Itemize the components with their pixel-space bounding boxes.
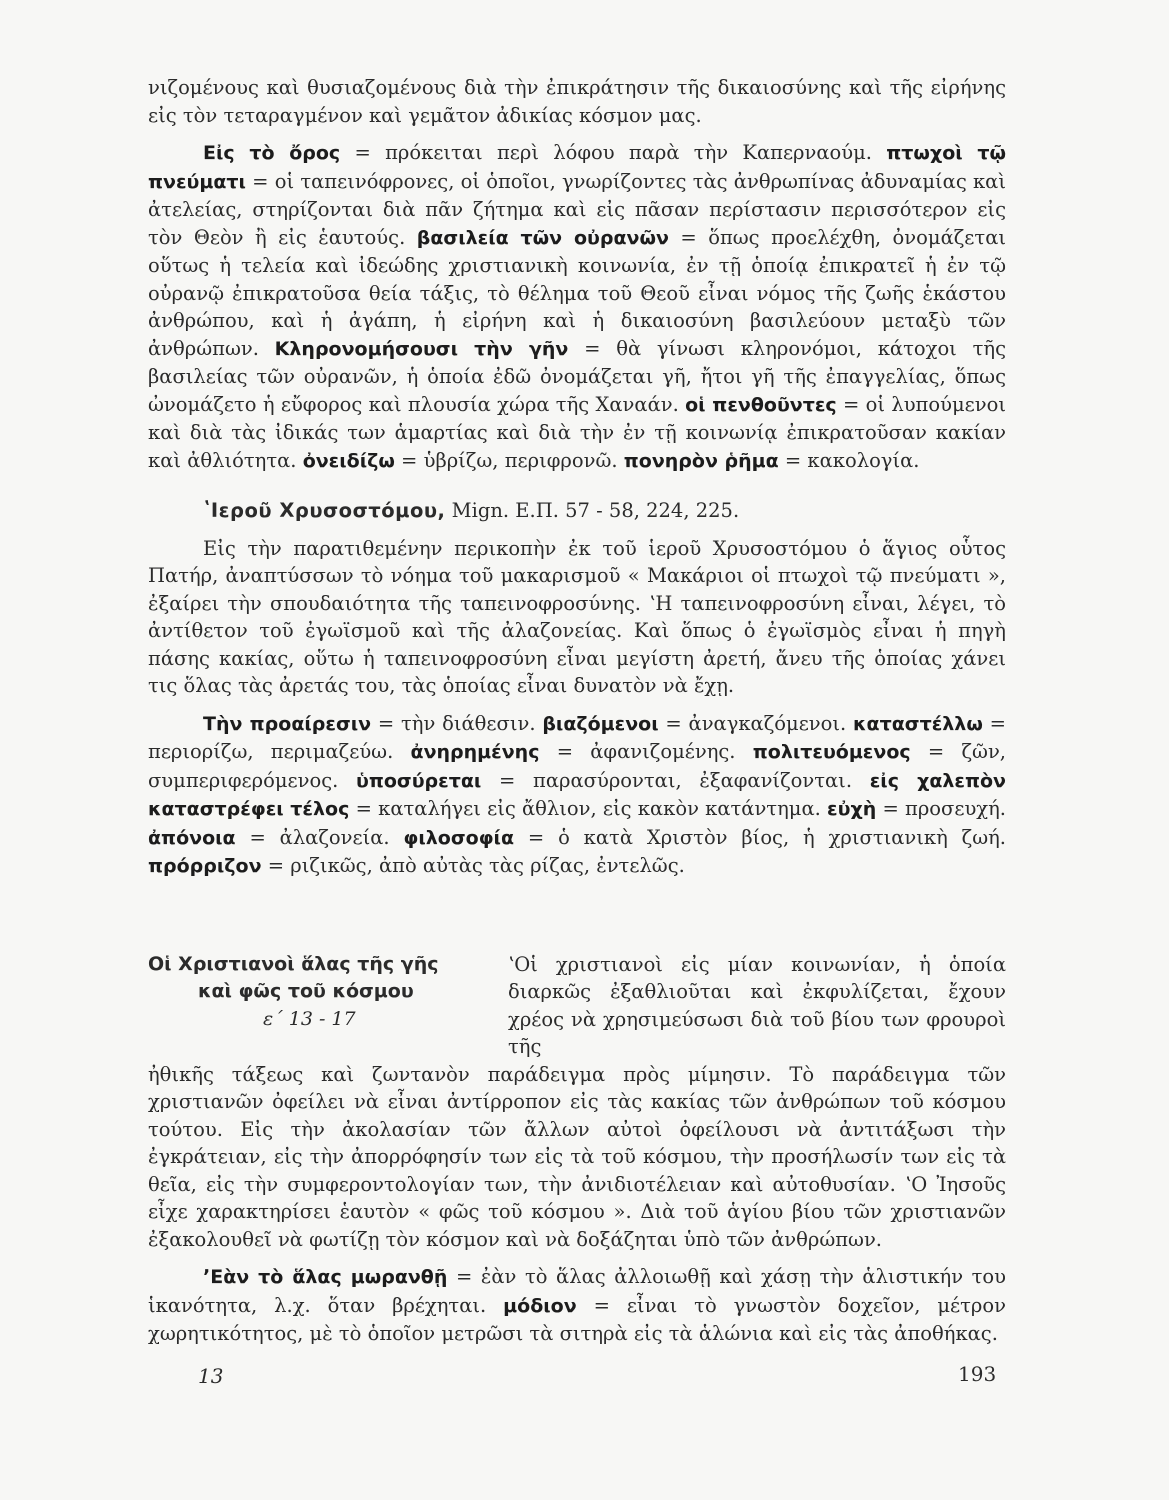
- term: μόδιον: [503, 1294, 577, 1317]
- gloss: = εἶναι τὸ γνωστὸν δοχεῖον, μέτρον χωρητικότητος, μὲ τὸ ὁποῖον μετρῶσι τὰ σιτηρὰ εἰς τὰ ἁλώνια καὶ εἰς τὰς ἀποθήκας.: [148, 1293, 1006, 1345]
- gloss: = ἀλαζονεία.: [235, 825, 404, 849]
- gloss: = ὁ κατὰ Χριστὸν βίος, ἡ χριστιανικὴ ζωή.: [514, 825, 1006, 849]
- term: βασιλεία τῶν οὐρανῶν: [416, 226, 669, 249]
- gloss: = ἀφανιζομένης.: [539, 740, 753, 763]
- gloss: = τὴν διάθεσιν.: [371, 711, 543, 735]
- paragraph-intro: [148, 74, 1006, 129]
- term: Εἰς τὸ ὄρος: [203, 142, 341, 164]
- section-title-line-1: Οἱ Χριστιανοὶ ἅλας τῆς γῆς: [148, 952, 439, 975]
- section-body: ἠθικῆς τάξεως καὶ ζωντανὸν παράδειγμα πρὸς μίμησιν. Τὸ παράδειγμα τῶν χριστιανῶν ὀφείλει νὰ εἶναι ἀντίρροπον εἰς τὰς κακίας τῶν ἀνθρώπων τοῦ κόσμου τούτου. Εἰς τὴν ἀκολασίαν τῶν ἄλλων αὐτοὶ ὀφείλουσι νὰ ἀντιτάξωσι τὴν ἐγκράτειαν, εἰς τὴν ἀπορρόφησίν των εἰς τὰ τοῦ κόσμου, τὴν προσήλωσίν των εἰς τὰ θεῖα, εἰς τὴν συμφεροντολογίαν των, τὴν ἀνιδιοτέλειαν καὶ αὐτοθυσίαν. ʽΟ Ἰησοῦς εἶχε χαρακτηρίσει ἑαυτὸν « φῶς τοῦ κόσμου ». Διὰ τοῦ ἁγίου βίου τῶν χριστιανῶν ἐξακολουθεῖ νὰ φωτίζῃ τὸν κόσμον καὶ νὰ δοξάζηται ὑπὸ τῶν ἀνθρώπων.: [148, 1062, 1006, 1251]
- gloss: = καταλήγει εἰς ἄθλιον, εἰς κακὸν κατάντημα.: [349, 797, 828, 820]
- gloss: = παρασύρονται, ἐξαφανίζονται.: [481, 768, 870, 792]
- term: εἰς χαλεπὸν καταστρέφει τέλος: [148, 769, 1006, 820]
- section-intro-text: ʽΟἱ χριστιανοὶ εἰς μίαν κοινωνίαν, ἡ ὁποία διαρκῶς ἐξαθλιοῦται καὶ ἐκφυλίζεται, ἔχουν χρέος νὰ χρησιμεύσωσι διὰ τοῦ βίου των φρουροὶ τῆς: [508, 952, 1006, 1058]
- term: πτωχοὶ τῷ πνεύματι: [148, 142, 1006, 193]
- term: πονηρὸν ῥῆμα: [623, 449, 779, 472]
- page-number: 193: [958, 1362, 997, 1386]
- paragraph-glossary-3: [148, 1263, 1006, 1348]
- page-body: [148, 74, 1006, 1348]
- text: Εἰς τὴν παρατιθεμένην περικοπὴν ἐκ τοῦ ἱεροῦ Χρυσοστόμου ὁ ἅγιος οὗτος Πατήρ, ἀναπτύσσων τὸ νόημα τοῦ μακαρισμοῦ « Μακάριοι οἱ πτωχοὶ τῷ πνεύματι », ἐξαίρει τὴν σπουδαιότητα τῆς ταπεινοφροσύνης. ʽΗ ταπεινοφροσύνη εἶναι, λέγει, τὸ ἀντίθετον τοῦ ἐγωϊσμοῦ καὶ τῆς ἀλαζονείας. Καὶ ὅπως ὁ ἐγωϊσμὸς εἶναι ἡ πηγὴ πάσης κακίας, οὕτω ἡ ταπεινοφροσύνη εἶναι μεγίστη ἀρετή, ἄνευ τῆς ὁποίας χάνει τις ὅλας τὰς ἀρετάς του, τὰς ὁποίας εἶναι δυνατὸν νὰ ἔχῃ.: [148, 536, 1006, 697]
- section-intro: [508, 951, 1006, 1061]
- gloss: = θὰ γίνωσι κληρονόμοι, κάτοχοι τῆς βασιλείας τῶν οὐρανῶν, ἡ ὁποία ἐδῶ ὀνομάζεται γῆ, ἤτοι γῆ τῆς ἐπαγγελίας, ὅπως ὠνομάζετο ἡ εὔφορος καὶ πλουσία χώρα τῆς Χαναάν.: [148, 336, 1006, 416]
- gloss: = ὅπως προελέχθη, ὀνομάζεται οὕτως ἡ τελεία καὶ ἰδεώδης χριστιανικὴ κοινωνία, ἐν τῇ ὁποίᾳ ἐπικρατεῖ ἡ ἐν τῷ οὐρανῷ ἐπικρατοῦσα θεία τάξις, τὸ θέλημα τοῦ Θεοῦ εἶναι νόμος τῆς ζωῆς ἑκάστου ἀνθρώπου, καὶ ἡ ἀγάπη, ἡ εἰρήνη καὶ ἡ δικαιοσύνη βασιλεύουν μεταξὺ τῶν ἀνθρώπων.: [148, 225, 1007, 360]
- term: Κληρονομήσουσι τὴν γῆν: [274, 337, 569, 360]
- gloss: = οἱ λυπούμενοι καὶ διὰ τὰς ἰδικάς των ἁμαρτίας καὶ διὰ τὴν ἐν τῇ κοινωνίᾳ ἐπικρατοῦσαν κακίαν καὶ ἀθλιότητα.: [148, 392, 1006, 472]
- source-reference: [148, 497, 1006, 525]
- term: ὀνειδίζω: [302, 449, 395, 472]
- gloss: = πρόκειται περὶ λόφου παρὰ τὴν Καπερναούμ.: [340, 141, 887, 164]
- paragraph-commentary: [148, 535, 1006, 700]
- signature-mark: 13: [198, 1364, 224, 1388]
- section-verse-reference: ε΄ 13 - 17: [263, 1007, 356, 1030]
- section-title-line-2: καὶ φῶς τοῦ κόσμου: [198, 980, 414, 1002]
- gloss: = περιορίζω, περιμαζεύω.: [148, 711, 1006, 763]
- gloss: = κακολογία.: [778, 448, 920, 472]
- term: πολιτευόμενος: [752, 741, 911, 763]
- paragraph-glossary-2: [148, 710, 1006, 881]
- section-heading-block: [148, 951, 1006, 1061]
- paragraph-glossary-1: [148, 139, 1006, 475]
- term: καταστέλλω: [853, 712, 983, 735]
- term: βιαζόμενοι: [542, 712, 659, 735]
- term: πρόρριζον: [148, 855, 262, 877]
- term: φιλοσοφία: [403, 826, 515, 849]
- gloss: = ζῶν, συμπεριφερόμενος.: [148, 740, 1006, 792]
- reference-source: Mign. Ε.Π. 57 - 58, 224, 225.: [445, 499, 740, 522]
- reference-author: ʽΙεροῦ Χρυσοστόμου,: [203, 499, 446, 522]
- gloss: = ριζικῶς, ἀπὸ αὐτὰς τὰς ρίζας, ἐντελῶς.: [261, 854, 685, 877]
- term: ʼΕὰν τὸ ἅλας μωρανθῇ: [203, 1266, 448, 1288]
- gloss: = ἐὰν τὸ ἅλας ἀλλοιωθῇ καὶ χάσῃ τὴν ἁλιστικήν του ἱκανότητα, λ.χ. ὅταν βρέχηται.: [148, 1265, 1006, 1317]
- term: οἱ πενθοῦντες: [685, 393, 837, 416]
- term: ὑποσύρεται: [356, 769, 482, 792]
- term: Τὴν προαίρεσιν: [203, 712, 372, 735]
- term: ἀπόνοια: [148, 826, 236, 849]
- section-title: [148, 951, 508, 1061]
- term: ἀνηρημένης: [410, 741, 540, 763]
- text: νιζομένους καὶ θυσιαζομένους διὰ τὴν ἐπικράτησιν τῆς δικαιοσύνης καὶ τῆς εἰρήνης εἰς τὸν τεταραγμένον καὶ γεμᾶτον ἀδικίας κόσμον μας.: [148, 76, 1006, 127]
- gloss: = ὑβρίζω, περιφρονῶ.: [394, 448, 624, 472]
- gloss: = οἱ ταπεινόφρονες, οἱ ὁποῖοι, γνωρίζοντες τὰς ἀνθρωπίνας ἀδυναμίας καὶ ἀτελείας, στηρίζονται διὰ πᾶν ζήτημα καὶ εἰς πᾶσαν περίστασιν περισσότερον εἰς τὸν Θεὸν ἢ εἰς ἑαυτούς.: [148, 169, 1006, 249]
- gloss: = προσευχή.: [876, 797, 1007, 820]
- gloss: = ἀναγκαζόμενοι.: [658, 711, 854, 735]
- term: εὐχὴ: [827, 798, 877, 820]
